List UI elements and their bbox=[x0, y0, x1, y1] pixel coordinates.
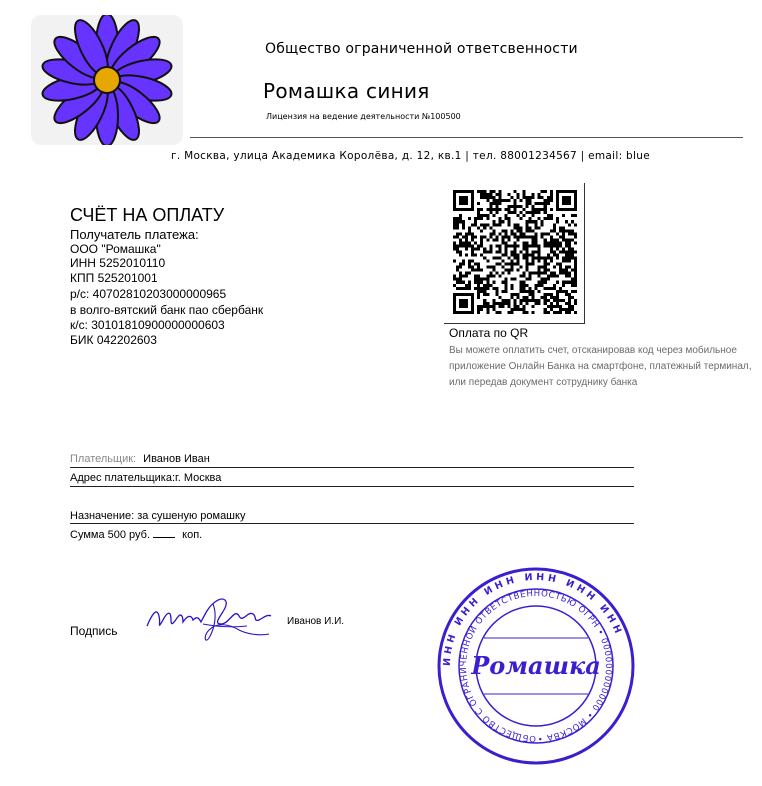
company-address: г. Москва, улица Академика Королёва, д. 12, кв.1 | тел. 88001234567 | email: blue bbox=[171, 150, 650, 162]
signature-icon bbox=[143, 594, 275, 644]
payer-address: Адрес плательщика:г. Москва bbox=[70, 472, 634, 487]
daisy-icon bbox=[31, 15, 183, 145]
kopecks-blank bbox=[153, 528, 175, 538]
daisy-center bbox=[94, 67, 120, 93]
company-stamp bbox=[436, 566, 636, 766]
qr-code-icon bbox=[453, 190, 577, 314]
invoice-title: СЧЁТ НА ОПЛАТУ bbox=[70, 205, 225, 225]
org-type: Общество ограниченной ответсвенности bbox=[265, 41, 578, 57]
qr-modules bbox=[453, 190, 577, 314]
qr-title: Оплата по QR bbox=[449, 326, 529, 340]
payment-purpose: Назначение: за сушеную ромашку bbox=[70, 510, 634, 524]
payer-label: Плательщик: bbox=[70, 453, 137, 465]
recipient-kpp: КПП 525201001 bbox=[70, 271, 158, 285]
license-text: Лицензия на ведение деятельности №100500 bbox=[266, 112, 461, 121]
company-logo bbox=[31, 15, 183, 145]
recipient-corr-account: к/с: 30101810900000000603 bbox=[70, 318, 225, 332]
qr-code bbox=[444, 183, 585, 324]
recipient-name: ООО "Ромашка" bbox=[70, 242, 161, 256]
recipient-account: р/с: 40702810203000000965 bbox=[70, 287, 227, 301]
stamp-inner-ring: ОБЩЕСТВО С ОГРАНИЧЕННОЙ ОТВЕТСТВЕННОСТЬЮ ОГРН • 000000000000 • МОСКВА • bbox=[458, 588, 614, 744]
stamp-center-text: Ромашка bbox=[471, 651, 601, 680]
org-name: Ромашка синия bbox=[263, 79, 430, 103]
recipient-inn: ИНН 5252010110 bbox=[70, 256, 166, 270]
recipient-label: Получатель платежа: bbox=[70, 227, 199, 242]
recipient-bank: в волго-вятский банк пао сбербанк bbox=[70, 303, 264, 317]
signer-name: Иванов И.И. bbox=[287, 616, 345, 627]
sum-suffix: коп. bbox=[182, 529, 203, 541]
payment-sum bbox=[70, 528, 202, 541]
qr-description: Вы можете оплатить счет, отсканировав код через мобильное приложение Онлайн Банка на смартфоне, платежный терминал, или передав документ сотруднику банка bbox=[449, 345, 752, 388]
payer-row bbox=[70, 453, 634, 468]
sum-prefix: Сумма 500 руб. bbox=[70, 529, 151, 541]
recipient-bik: БИК 042202603 bbox=[70, 333, 157, 347]
header-divider bbox=[190, 137, 743, 138]
payer-name: Иванов Иван bbox=[143, 453, 210, 465]
signature-label: Подпись bbox=[70, 624, 118, 638]
stamp-outer-ring: ИНН ИНН ИНН ИНН ИНН ИНН bbox=[441, 571, 625, 667]
